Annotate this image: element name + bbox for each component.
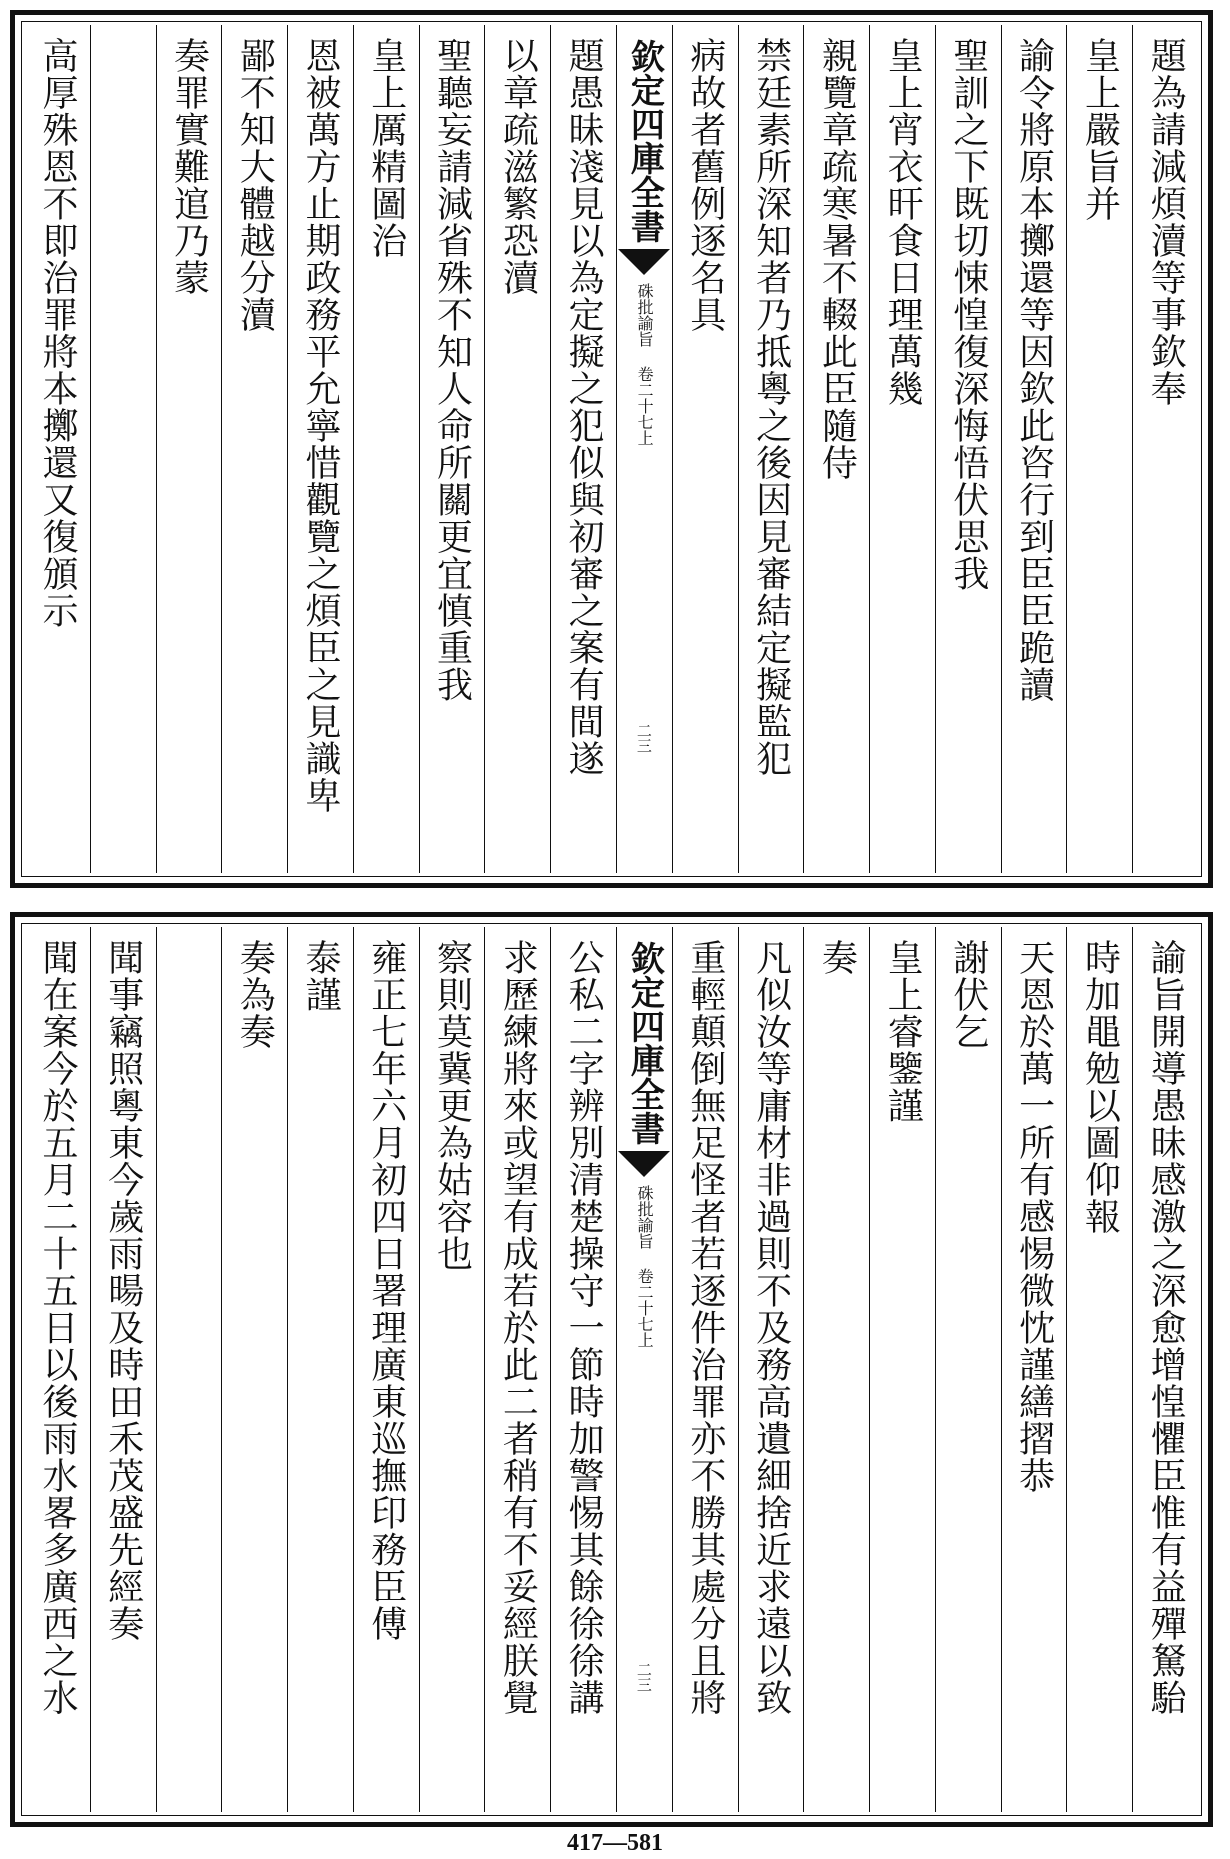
column-text: 公私二字辨別清楚操守一節時加警惕其餘徐徐講 [563, 939, 605, 1716]
folio-number: 二三 [634, 1662, 653, 1692]
column-text: 聞事竊照粵東今歲雨暘及時田禾茂盛先經奏 [102, 939, 144, 1642]
volume-label: 硃批諭旨 卷二十七上 [635, 1185, 655, 1348]
volume-label: 硃批諭旨 卷二十七上 [635, 283, 655, 446]
text-column [354, 927, 420, 1812]
text-column [673, 25, 739, 873]
column-text: 皇上厲精圖治 [365, 37, 407, 259]
fishtail-mark-icon [618, 249, 670, 275]
folio-number: 二三 [634, 723, 653, 753]
text-column [91, 25, 157, 873]
column-text: 鄙不知大體越分瀆 [234, 37, 276, 333]
column-text: 時加黽勉以圖仰報 [1079, 939, 1121, 1235]
column-text: 題為請減煩瀆等事欽奉 [1145, 37, 1187, 407]
column-text: 諭令將原本擲還等因欽此咨行到臣臣跪讀 [1013, 37, 1055, 703]
column-text: 皇上睿鑒謹 [882, 939, 924, 1124]
column-text: 謝伏乞 [947, 939, 989, 1050]
fishtail-mark-icon [618, 1151, 670, 1177]
text-column [222, 927, 288, 1812]
text-column [25, 25, 91, 873]
text-column [673, 927, 739, 1812]
text-column [1002, 25, 1068, 873]
column-text: 雍正七年六月初四日署理廣東巡撫印務臣傅 [365, 939, 407, 1642]
text-column [1002, 927, 1068, 1812]
column-text: 禁廷素所深知者乃抵粵之後因見審結定擬監犯 [750, 37, 792, 777]
text-column [870, 927, 936, 1812]
column-text: 諭旨開導愚昧感激之深愈增惶懼臣惟有益殫駑駘 [1145, 939, 1187, 1716]
column-text: 題愚昧淺見以為定擬之犯似與初審之案有間遂 [563, 37, 605, 777]
column-text: 求歷練將來或望有成若於此二者稍有不妥經朕覺 [497, 939, 539, 1716]
text-column [1067, 25, 1133, 873]
text-column [354, 25, 420, 873]
column-text: 聖訓之下既切悚惶復深悔悟伏思我 [947, 37, 989, 592]
column-text: 重輕顛倒無足怪者若逐件治罪亦不勝其處分且將 [684, 939, 726, 1716]
column-text: 皇上嚴旨并 [1079, 37, 1121, 222]
column-text: 聞在案今於五月二十五日以後雨水畧多廣西之水 [36, 939, 78, 1716]
text-column [936, 25, 1002, 873]
column-text: 泰謹 [300, 939, 342, 1013]
series-title: 欽定四庫全書 [624, 941, 665, 1145]
text-column [739, 25, 805, 873]
text-column [222, 25, 288, 873]
text-column [91, 927, 157, 1812]
column-text: 高厚殊恩不即治罪將本擲還又復頒示 [36, 37, 78, 629]
text-column [804, 927, 870, 1812]
text-column [485, 25, 551, 873]
center-margin-banxin [617, 927, 673, 1812]
page-number-footer: 417—581 [567, 1830, 663, 1856]
column-text: 恩被萬方止期政務平允寧惜觀覽之煩臣之見識卑 [300, 37, 342, 814]
text-column [739, 927, 805, 1812]
text-column [157, 25, 223, 873]
column-text: 聖聽妄請減省殊不知人命所關更宜慎重我 [431, 37, 473, 703]
text-column [420, 25, 486, 873]
column-text: 察則莫冀更為姑容也 [431, 939, 473, 1272]
text-column [804, 25, 870, 873]
text-column [288, 927, 354, 1812]
column-text: 凡似汝等庸材非過則不及務高遺細捨近求遠以致 [750, 939, 792, 1716]
column-text: 奏 [816, 939, 858, 976]
column-text: 病故者舊例逐名具 [684, 37, 726, 333]
text-column [936, 927, 1002, 1812]
text-column [1133, 927, 1198, 1812]
text-column [420, 927, 486, 1812]
center-margin-banxin [617, 25, 673, 873]
text-column [157, 927, 223, 1812]
text-column [1133, 25, 1198, 873]
column-text: 親覽章疏寒暑不輟此臣隨侍 [816, 37, 858, 481]
column-text: 奏為奏 [234, 939, 276, 1050]
column-text: 皇上宵衣旰食日理萬幾 [882, 37, 924, 407]
upper-text-columns [25, 25, 1198, 873]
text-column [288, 25, 354, 873]
text-column [485, 927, 551, 1812]
text-column [551, 25, 617, 873]
column-text: 奏罪實難逭乃蒙 [168, 37, 210, 296]
text-column [25, 927, 91, 1812]
upper-page [10, 10, 1213, 888]
lower-page [10, 912, 1213, 1827]
column-text: 天恩於萬一所有感惕微忱謹繕摺恭 [1013, 939, 1055, 1494]
text-column [1067, 927, 1133, 1812]
text-column [870, 25, 936, 873]
column-text: 以章疏滋繁恐瀆 [497, 37, 539, 296]
lower-text-columns [25, 927, 1198, 1812]
series-title: 欽定四庫全書 [624, 39, 665, 243]
text-column [551, 927, 617, 1812]
